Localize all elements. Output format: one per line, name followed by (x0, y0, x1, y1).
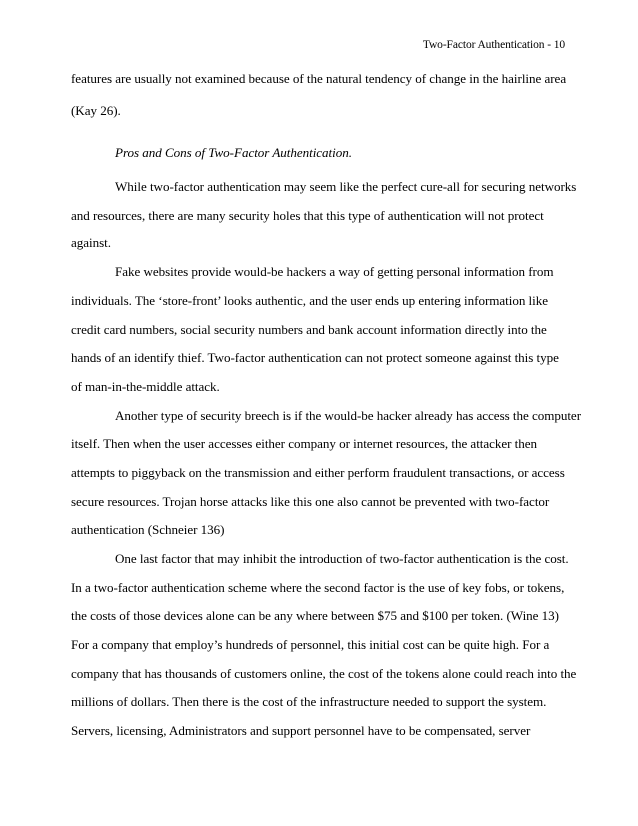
paragraph-start-line: One last factor that may inhibit the introduction of two-factor authentication is the cost. (115, 551, 569, 566)
body-line: against. (71, 235, 111, 250)
body-line: features are usually not examined because of the natural tendency of change in the hairline area (71, 71, 567, 86)
body-line: Servers, licensing, Administrators and support personnel have to be compensated, server (71, 723, 531, 738)
body-line: company that has thousands of customers online, the cost of the tokens alone could reach into the (71, 666, 577, 681)
running-header: Two-Factor Authentication - 10 (422, 39, 565, 51)
body-line: For a company that employ’s hundreds of personnel, this initial cost can be quite high. For a (71, 637, 550, 652)
body-line: (Kay 26). (71, 103, 121, 118)
paragraph-start-line: Another type of security breech is if the would-be hacker already has access the computer (115, 408, 582, 423)
body-line: credit card numbers, social security numbers and bank account information directly into the (71, 322, 547, 337)
body-line: of man-in-the-middle attack. (71, 379, 220, 394)
section-heading: Pros and Cons of Two-Factor Authentication. (115, 145, 352, 160)
body-line: millions of dollars. Then there is the cost of the infrastructure needed to support the system. (71, 694, 547, 709)
body-line: secure resources. Trojan horse attacks like this one also cannot be prevented with two-factor (71, 494, 550, 509)
body-line: individuals. The ‘store-front’ looks authentic, and the user ends up entering information like (71, 293, 548, 308)
body-line: attempts to piggyback on the transmission and either perform fraudulent transactions, or access (71, 465, 565, 480)
paragraph-start-line: Fake websites provide would-be hackers a way of getting personal information from (115, 264, 554, 279)
body-line: authentication (Schneier 136) (71, 522, 225, 537)
paragraph-start-line: While two-factor authentication may seem like the perfect cure-all for securing networks (115, 179, 577, 194)
body-line: In a two-factor authentication scheme where the second factor is the use of key fobs, or tokens, (71, 580, 565, 595)
body-line: the costs of those devices alone can be any where between $75 and $100 per token. (Wine 13) (71, 608, 559, 623)
body-line: and resources, there are many security holes that this type of authentication will not protect (71, 208, 544, 223)
body-line: itself. Then when the user accesses either company or internet resources, the attacker then (71, 436, 538, 451)
body-line: hands of an identify thief. Two-factor authentication can not protect someone against this type (71, 350, 559, 365)
